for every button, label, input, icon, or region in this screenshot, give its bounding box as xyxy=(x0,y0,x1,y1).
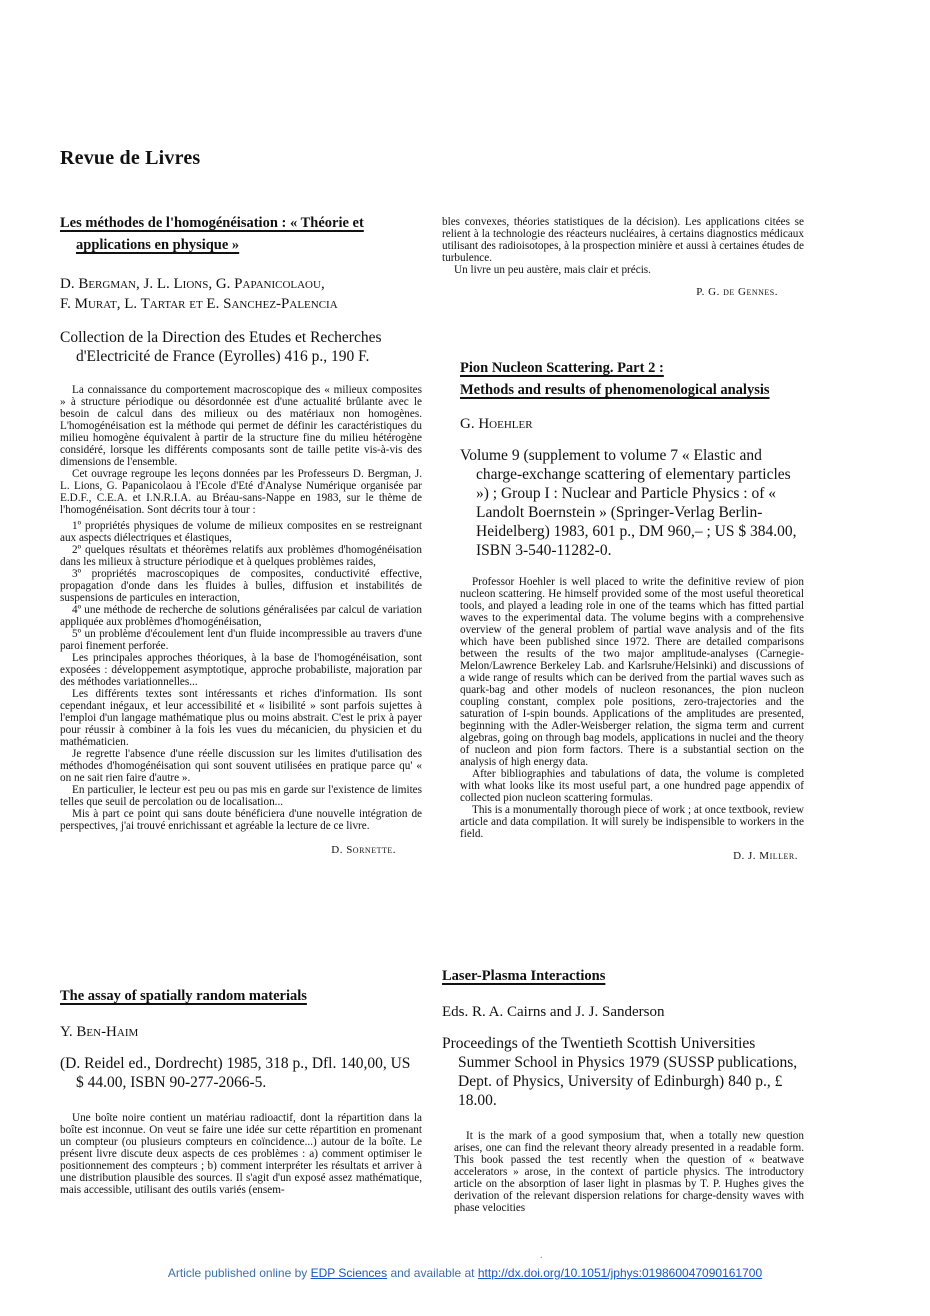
review-signature: D. Sornette. xyxy=(331,844,396,856)
review-title: The assay of spatially random materials xyxy=(60,988,307,1004)
review-body xyxy=(60,384,422,832)
review-title: Laser-Plasma Interactions xyxy=(442,968,606,984)
review-authors: Eds. R. A. Cairns and J. J. Sanderson xyxy=(442,1004,665,1020)
review-authors: D. Bergman, J. L. Lions, G. Papanicolaou, F. Murat, L. Tartar et E. Sanchez-Palencia xyxy=(60,276,338,312)
review-body xyxy=(60,1112,422,1196)
review-body xyxy=(442,576,804,840)
paragraph: 3º propriétés macroscopiques de composites, conductivité effective, propagation d'onde dans les fluides à bulles, diffusion et instabilités de suspensions de particules en interaction, xyxy=(60,568,422,604)
edp-sciences-link[interactable]: EDP Sciences xyxy=(310,1266,388,1280)
review-assay xyxy=(60,985,422,1196)
review-pion xyxy=(460,357,822,401)
review-publication-info: Collection de la Direction des Etudes et Recherches d'Electricité de France (Eyrolles) 416 p., 190 F. xyxy=(60,329,382,365)
review-signature: P. G. de Gennes. xyxy=(696,286,778,298)
review-publication-info: (D. Reidel ed., Dordrecht) 1985, 318 p., Dfl. 140,00, US $ 44.00, ISBN 90-277-2066-5. xyxy=(60,1055,411,1091)
paragraph: Cet ouvrage regroupe les leçons données par les Professeurs D. Bergman, J. L. Lions, G. Papanicolaou à l'Ecole d'Eté d'Analyse Numérique organisée par E.D.F., C.E.A. et I.N.R.I.A. au Bréau-sans-Nappe en 1983, sur le thème de l'homogénéisation. Sont décrits tour à tour : xyxy=(60,468,422,516)
paragraph: Je regrette l'absence d'une réelle discussion sur les limites d'utilisation des méthodes d'homogénéisation qui sont souvent utilisées en pratique parce qu' « on ne sait rien faire d'autre ». xyxy=(60,748,422,784)
paragraph: 2º quelques résultats et théorèmes relatifs aux problèmes d'homogénéisation dans les milieux à structure périodique et à quelques problèmes raides, xyxy=(60,544,422,568)
paragraph: Une boîte noire contient un matériau radioactif, dont la répartition dans la boîte est inconnue. On veut se faire une idée sur cette répartition en promenant un compteur (ou plusieurs compteurs en coïncidence...) autour de la boîte. Le présent livre discute deux aspects de ces problèmes : a) comment optimiser le positionnement des compteurs ; b) comment interpréter les résultats et arriver à une distribution plausible des sources. Il s'agit d'un exposé assez mathématique, mais accessible, utilisant des outils variés (ensem- xyxy=(60,1112,422,1196)
review-body xyxy=(442,1130,804,1214)
review-publication-info: Volume 9 (supplement to volume 7 « Elastic and charge-exchange scattering of elementary particles ») ; Group I : Nuclear and Particle Physics : of « Landolt Boernstein » (Springer-Verlag Berlin-Heidelberg) 1983, 601 p., DM 960,– ; US $ 384.00, ISBN 3-540-11282-0. xyxy=(460,447,797,559)
review-signature: D. J. Miller. xyxy=(733,850,798,862)
review-publication-info: Proceedings of the Twentieth Scottish Universities Summer School in Physics 1979 (SUSSP publications, Dept. of Physics, University of Edinburgh) 840 p., £ 18.00. xyxy=(442,1035,798,1109)
paragraph: This is a monumentally thorough piece of work ; at once textbook, review article and data compilation. It will surely be indispensible to workers in the field. xyxy=(460,804,804,840)
paragraph: Un livre un peu austère, mais clair et précis. xyxy=(454,264,651,276)
paragraph: En particulier, le lecteur est peu ou pas mis en garde sur l'existence de limites telles que seuil de percolation ou de localisation... xyxy=(60,784,422,808)
paragraph: Professor Hoehler is well placed to write the definitive review of pion nucleon scattering. He himself provided some of the most useful theoretical tools, and played a leading role in one of the teams which has fitted partial waves to the experimental data. The volume begins with a comprehensive overview of the general problem of partial wave analysis and of the fits which have been published since 1972. There are detailed comparisons between the results of the two major amplitude-analyses (Carnegie-Melon/Lawrence Berkeley Lab. and Karlsruhe/Helsinki) and discussions of a wide range of results which can be derived from the partial waves such as quark-bag and other models of nucleon resonances, the pion nucleon coupling constant, complex pole positions, zero-trajectories and the saturation of I-spin bounds. Applications of the amplitudes are presented, beginning with the Adler-Weisberger relation, the sigma term and current algebras, going on through bag models, applications in nuclei and the theory of nucleon and pion form factors. There is a substantial section on the analysis of high energy data. xyxy=(460,576,804,768)
review-pion-body xyxy=(442,414,804,862)
footer-prefix: Article published online by xyxy=(167,1266,308,1280)
paragraph: Mis à part ce point qui sans doute bénéficiera d'une nouvelle intégration de perspectives, j'ai trouvé enrichissant et agréable la lecture de ce livre. xyxy=(60,808,422,832)
review-title: Pion Nucleon Scattering. Part 2 : Methods and results of phenomenological analysis xyxy=(460,360,770,398)
paragraph: Les principales approches théoriques, à la base de l'homogénéisation, sont exposées : développement asymptotique, approche probabiliste, majoration par des méthodes variationnelles... xyxy=(60,652,422,688)
page-mark: . xyxy=(540,1250,543,1261)
paragraph: 4º une méthode de recherche de solutions généralisées par calcul de variation appliquée aux problèmes d'homogénéisation, xyxy=(60,604,422,628)
review-assay-continued xyxy=(442,216,804,298)
paragraph: Les différents textes sont intéressants et riches d'information. Ils sont cependant inégaux, et leur accessibilité et « lisibilité » sont parfois sujettes à l'emploi d'un langage mathématique plus ou moins abstrait. C'est le prix à payer pour réussir à combiner à la fois les vues du mécanicien, du physicien et du mathématicien. xyxy=(60,688,422,748)
review-authors: Y. Ben-Haim xyxy=(60,1024,139,1040)
footer xyxy=(0,1266,930,1280)
review-body xyxy=(442,216,804,276)
paragraph: La connaissance du comportement macroscopique des « milieux composites » à structure périodique ou désordonnée est d'une actualité brûlante avec le besoin de calcul dans des milieux ou des matériaux non homogènes. L'homogénéisation est la méthode qui permet de définir les caractéristiques du milieu homogène équivalent à partir de la structure fine du milieu hétérogène considéré, lorsque les différents composants sont de taille petite vis-à-vis des dimensions de l'ensemble. xyxy=(60,384,422,468)
page-title: Revue de Livres xyxy=(60,147,201,169)
review-homogeneisation xyxy=(60,212,422,856)
review-authors: G. Hoehler xyxy=(460,416,533,432)
doi-link[interactable]: http://dx.doi.org/10.1051/jphys:019860047090161700 xyxy=(477,1266,763,1280)
paragraph: It is the mark of a good symposium that, when a totally new question arises, one can find the relevant theory already presented in a readable form. This book passed the test recently when the question of « beatwave accelerators » arose, in the context of particle physics. The introductory article on the absorption of laser light in plasmas by T. P. Hughes gives the derivation of the relevant dispersion relations for charge-density waves with phase velocities xyxy=(454,1130,804,1214)
footer-middle: and available at xyxy=(390,1266,475,1280)
review-laser xyxy=(442,965,804,1214)
paragraph: After bibliographies and tabulations of data, the volume is completed with what looks like its most useful part, a one hundred page appendix of collected pion nucleon scattering formulas. xyxy=(460,768,804,804)
paragraph: bles convexes, théories statistiques de la décision). Les applications citées se relient à la technologie des réacteurs nucléaires, à certains diagnostics médicaux utilisant des radioisotopes, à la prospection minière et aussi à certaines études de turbulence. xyxy=(442,216,804,264)
paragraph: 5º un problème d'écoulement lent d'un fluide incompressible au travers d'une paroi finement perforée. xyxy=(60,628,422,652)
paragraph: 1º propriétés physiques de volume de milieux composites en se restreignant aux aspects diélectriques et élastiques, xyxy=(60,520,422,544)
review-title: Les méthodes de l'homogénéisation : « Théorie et applications en physique » xyxy=(60,215,364,253)
